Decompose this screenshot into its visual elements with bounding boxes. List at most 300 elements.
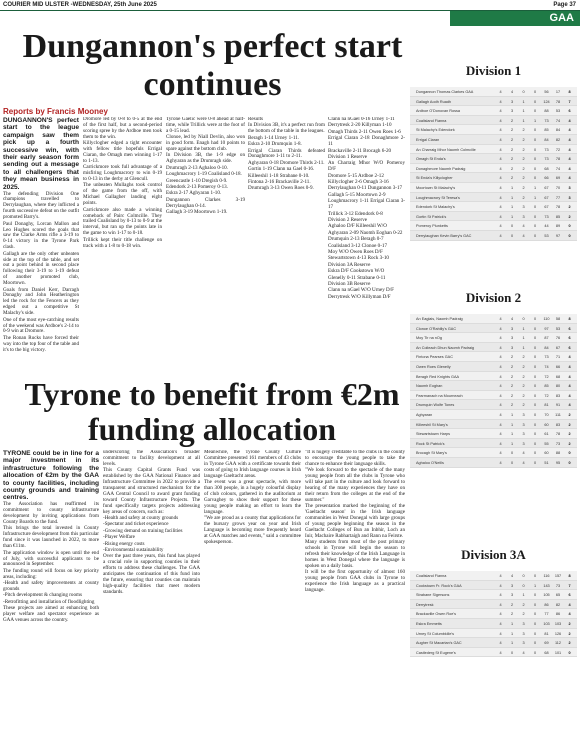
stat-cell: 73	[544, 118, 549, 123]
story-paragraph: Clann na nGael 0-16 Urney 1-11	[328, 117, 395, 122]
team-name: Gortin St Patrick's	[416, 214, 447, 219]
story-paragraph: Goals from Daniel Kerr, Darragh Donaghy and John Heatherington led the rock for the Fencers as they edged out a competitive St Malachy's side.	[3, 286, 79, 317]
stat-cell: 101	[554, 650, 562, 655]
stat-cell: 67	[544, 205, 549, 210]
story-paragraph: An Charraig Mhor W/O Pomeroy D/F	[328, 160, 405, 173]
stat-cell: 58	[555, 317, 561, 321]
stat-cell: 55	[544, 441, 549, 446]
points-cell: 3	[568, 195, 571, 200]
story-paragraph: Beragh 1-14 Urney 1-11.	[248, 134, 300, 141]
points-cell: 0	[568, 460, 571, 465]
stat-cell: 4	[499, 612, 502, 617]
stat-cell: 1	[522, 336, 525, 341]
stat-cell: 0	[533, 403, 537, 408]
story-paragraph: Aghyaran 2-09 Naomh Eoghan 0-22	[328, 229, 403, 236]
stat-cell: 53	[544, 233, 549, 238]
stat-cell: 0	[533, 460, 537, 465]
table-row	[410, 221, 577, 231]
stat-cell: 0	[533, 166, 537, 171]
points-cell: 0	[568, 233, 571, 238]
points-cell: 4	[568, 176, 571, 181]
table-header-strip	[410, 80, 577, 87]
story-paragraph: Dromore led by 0-8 to 0-5 at the end of the first half, but a second-period scoring spree by the Ardboe men took them to the win.	[83, 117, 162, 140]
story-paragraph: Derrylaughan 0-11 Dungannon 3-17	[328, 185, 403, 192]
stat-cell: 67	[555, 345, 561, 350]
table-row	[410, 333, 577, 343]
stat-cell: 17	[555, 90, 561, 94]
points-cell: 8	[568, 574, 571, 578]
table-row	[410, 212, 577, 222]
page-number: Page 37	[553, 2, 576, 8]
stat-cell: 69	[544, 641, 549, 646]
stat-cell: 1	[510, 641, 514, 646]
table-row	[410, 381, 577, 391]
stat-cell: 0	[533, 128, 537, 133]
story-paragraph: Trillick 3-12 Edendork 0-8	[328, 210, 383, 217]
stat-cell: 2	[522, 384, 525, 389]
story-paragraph: -Health and safety improvements at county grounds	[3, 580, 99, 593]
stat-cell: 67	[544, 195, 549, 200]
stat-cell: 110	[543, 317, 550, 321]
team-name: Moortown St Malachy's	[416, 185, 456, 190]
story-paragraph: Loughmacrory 1-11 Errigal Ciaran 3-17	[328, 198, 405, 211]
stat-cell: 60	[544, 422, 549, 427]
stat-cell: 3	[510, 336, 514, 341]
team-stats	[496, 403, 574, 407]
standings-grid	[410, 80, 577, 241]
story2-column-2	[103, 450, 200, 732]
story-paragraph: Over the past three years, this fund has played a crucial role in supporting counties in their efforts to address these challenges. The GAA anticipates the continuation of this fund into the future, ensuring that counties can maintain high-quality facilities that meet modern standards.	[103, 553, 200, 595]
story-paragraph: Eskra D/F Cookstown W/O	[328, 268, 385, 275]
team-stats	[496, 593, 574, 597]
team-name: Eskra Emmetts	[416, 621, 442, 626]
story1-column-2	[83, 117, 162, 368]
story-paragraph: Coalisland 3-12 Clonoe 0-17	[328, 242, 387, 249]
team-name: Derrylaughan Kevin Barry's GAC	[416, 233, 472, 238]
stat-cell: 0	[522, 90, 525, 94]
stat-cell: 0	[533, 612, 537, 617]
team-name: Owen Roes Glenelly	[416, 364, 451, 369]
stat-cell: 76	[555, 336, 561, 341]
team-name: Aghaloo O'Neills	[416, 460, 444, 465]
stat-cell: 65	[555, 593, 561, 598]
story-paragraph: Fintona 2-16 Brackaville 2-11.	[248, 179, 311, 186]
team-name: Aghyaran	[416, 412, 433, 417]
stat-cell: 143	[543, 583, 550, 588]
points-cell: 6	[568, 593, 571, 598]
stat-cell: 78	[555, 157, 561, 162]
stat-cell: 4	[499, 602, 502, 607]
stat-cell: 116	[543, 574, 550, 578]
story-paragraph: Brackaville 2-11 Brocagh 6-20	[328, 147, 392, 154]
stat-cell: 2	[510, 128, 514, 133]
story-paragraph: -Growing demand on training facilities	[103, 527, 183, 534]
story2-headline: Tyrone to benefit from €2m funding allocation	[24, 376, 400, 447]
stat-cell: 3	[510, 583, 514, 588]
table-header-strip	[410, 564, 577, 571]
story-paragraph: Many students from most of the post primary schools in Tyrone will begin the season to refresh their knowledge of the Irish Language in homes in West Donegal where the language is spoken on a daily basis.	[305, 539, 405, 569]
team-name: Cookstown Fr. Rock's GAA	[416, 583, 462, 588]
stat-cell: 0	[533, 374, 537, 379]
stat-cell: 0	[533, 326, 537, 331]
story-paragraph: Trillick kept their title challenge on track with a 1-8 to 0-18 win.	[83, 236, 162, 249]
story-paragraph: Derrytresk W/O Killyman D/F	[328, 293, 391, 300]
table-row	[410, 135, 577, 145]
stat-cell: 0	[522, 574, 525, 578]
stat-cell: 1	[510, 621, 514, 626]
team-stats	[496, 641, 574, 645]
story-paragraph: -Player Welfare	[103, 534, 135, 541]
stat-cell: 2	[510, 403, 514, 408]
section-banner	[450, 11, 580, 26]
team-stats	[496, 215, 574, 219]
stat-cell: 2	[522, 128, 525, 133]
stat-cell: 0	[533, 317, 537, 321]
team-name: Moy Tir na nOg	[416, 336, 442, 341]
story-paragraph: The Association has reaffirmed its commitment to county infrastructure development by inviting applications from County Boards to the fund.	[3, 501, 99, 526]
stat-cell: 2	[510, 176, 514, 181]
stat-cell: 97	[555, 233, 561, 238]
stat-cell: 3	[510, 326, 514, 331]
story-paragraph: It will be the first opportunity of almost 160 young people from GAA clubs in Tyrone to experience the Irish language as a practical language.	[305, 569, 405, 593]
stat-cell: 4	[522, 233, 525, 238]
story-paragraph: Errigal Ciaran 2-18 Donaghmore 2-11	[328, 135, 405, 148]
stat-cell: 85	[544, 384, 549, 389]
points-cell: 2	[568, 412, 571, 417]
stat-cell: 4	[499, 233, 502, 238]
stat-cell: 4	[499, 147, 502, 152]
table-row	[410, 458, 577, 468]
stat-cell: 86	[555, 612, 561, 617]
team-stats	[496, 109, 574, 113]
stat-cell: 4	[522, 460, 525, 465]
stat-cell: 4	[499, 205, 502, 210]
stat-cell: 2	[522, 393, 525, 398]
team-stats	[496, 451, 574, 455]
points-cell: 7	[568, 583, 571, 588]
points-cell: 0	[568, 650, 571, 655]
stat-cell: 70	[544, 412, 549, 417]
team-name: Dungannon Thomas Clarkes GAA	[416, 90, 474, 94]
team-stats	[496, 157, 574, 161]
stat-cell: 1	[510, 195, 514, 200]
story1-column-5	[328, 117, 405, 368]
stat-cell: 85	[544, 128, 549, 133]
team-name: Brackaville Owen Roe's	[416, 612, 456, 617]
table-row	[410, 609, 577, 619]
table-row	[410, 87, 577, 97]
points-cell: 6	[568, 326, 571, 331]
stat-cell: 4	[499, 214, 502, 219]
team-stats	[496, 336, 574, 340]
table-row	[410, 116, 577, 126]
team-stats	[496, 612, 574, 616]
story-paragraph: TYRONE could be in line for a major investment in its infrastructure following the allocation of €2m by the GAA to county facilities, including county grounds and training centres.	[3, 450, 99, 502]
stat-cell: 72	[544, 393, 549, 398]
story-paragraph: Killyclogher edged a tight encounter with fellow title hopefuls Errigal Ciaran, the Omagh men winning 1-17 to 1-13.	[83, 140, 162, 164]
team-stats	[496, 603, 574, 607]
table-header-strip	[410, 307, 577, 314]
stat-cell: 1	[533, 583, 537, 588]
stat-cell: 105	[543, 593, 550, 598]
table-row	[410, 231, 577, 241]
table-row	[410, 125, 577, 135]
story2-column-1	[3, 450, 99, 732]
table-row	[410, 173, 577, 183]
team-name: Coalisland Fianna	[416, 118, 447, 123]
stat-cell: 69	[555, 176, 561, 181]
story1-byline: Reports by Francis Mooney	[3, 107, 108, 116]
points-cell: 4	[568, 166, 571, 171]
stat-cell: 4	[499, 345, 502, 350]
stat-cell: 70	[555, 185, 561, 190]
stat-cell: 1	[522, 326, 525, 331]
table-row	[410, 600, 577, 610]
stat-cell: 1	[510, 412, 514, 417]
stat-cell: 4	[499, 118, 502, 123]
team-stats	[496, 461, 574, 465]
story-paragraph: Carrickmore took full advantage of a misfiring Loughmacrory to win 0-19 to 0-13 in the derby at Glencull.	[83, 164, 162, 183]
stat-cell: 71	[555, 355, 561, 360]
story-paragraph: Meanwhile, the Tyrone County Culture Committee presented 161 members of 43 clubs in Tyrone GAA with a certificate towards their costs of going to Irish language courses in Irish language Gaeltacht areas.	[204, 450, 301, 479]
team-name: Urney St Columbkille's	[416, 631, 455, 636]
story-paragraph: Dromore 5-15 Ardboe 2-12	[328, 172, 384, 179]
stat-cell: 103	[554, 621, 562, 626]
stat-cell: 72	[544, 374, 549, 379]
stat-cell: 3	[522, 422, 525, 427]
team-name: Drumquin Wolfe Tones	[416, 403, 455, 408]
stat-cell: 2	[510, 602, 514, 607]
story-paragraph: Division 1 Reserve	[328, 153, 368, 160]
points-cell: 4	[568, 374, 571, 379]
stat-cell: 2	[522, 147, 525, 152]
stat-cell: 1	[522, 109, 525, 114]
stat-cell: 3	[522, 412, 525, 417]
story-paragraph: Glenelly 0-11 Strabane 0-11	[328, 274, 386, 281]
table-row	[410, 638, 577, 648]
story-paragraph: Gallagh are the only other unbeaten side at the top of the table, and set out a point behind in second place following their 3-19 to 1-19 defeat of another promoted club, Moortown.	[3, 250, 79, 287]
stat-cell: 82	[555, 602, 561, 607]
stat-cell: 0	[522, 317, 525, 321]
team-stats	[496, 574, 574, 578]
stat-cell: 2	[510, 157, 514, 162]
stat-cell: 2	[522, 612, 525, 617]
story-paragraph: Paul Donaghy, Lorcan Mallon and Leo Hughes scored the goals that saw the Clarke Arms rifle a 3-19 to 0-14 victory in the Tyrone Park clash.	[3, 220, 79, 251]
masthead	[0, 0, 580, 10]
standings-grid	[410, 307, 577, 468]
table-row	[410, 571, 577, 581]
stat-cell: 4	[499, 99, 502, 104]
story-paragraph: The presentation marked the beginning of the 'Gaeltacht season' in the Irish language communities in West Donegal with large groups of young people beginning the season in the Gaeltacht Colleges of Bun an Inbhir, Loch an Iuir, Machaire Rabhartaigh and Rann na Feirste.	[305, 503, 405, 539]
stat-cell: 77	[555, 195, 561, 200]
stat-cell: 60	[544, 451, 549, 456]
stat-cell: 74	[555, 166, 561, 171]
story-paragraph: Eskra 2-10 Drumquin 1-8.	[248, 141, 302, 148]
story-paragraph: Killeeshil 1-18 Strabane 0-10.	[248, 172, 310, 179]
stat-cell: 2	[522, 185, 525, 190]
points-cell: 8	[568, 317, 571, 321]
stat-cell: 0	[533, 412, 537, 417]
team-stats	[496, 632, 574, 636]
points-cell: 4	[568, 147, 571, 152]
stat-cell: 74	[555, 118, 561, 123]
stat-cell: 4	[499, 336, 502, 341]
story-paragraph: Tyrone Gaelic were 0-8 ahead at half-time, while Trillick were at the foot of a 0-15 lead.	[166, 117, 245, 134]
team-stats	[496, 384, 574, 388]
stat-cell: 3	[510, 593, 514, 598]
story-paragraph: Division 2 Reserve	[328, 217, 368, 223]
points-cell: 4	[568, 157, 571, 162]
stat-cell: 2	[522, 176, 525, 181]
team-name: Omagh St Enda's	[416, 157, 446, 162]
stat-cell: 66	[544, 176, 549, 181]
story-paragraph: Moy W/O Owen Roes D/F	[328, 249, 383, 256]
stat-cell: 2	[510, 612, 514, 617]
stat-cell: 2	[522, 137, 525, 142]
stat-cell: 83	[555, 422, 561, 427]
stat-cell: 4	[499, 374, 502, 379]
story-paragraph: Drumragh 3-13 Owen Roes 0-9.	[248, 185, 314, 192]
stat-cell: 4	[522, 650, 525, 655]
story-paragraph: "It is hugely creditable to the clubs in the county to encourage the young people to take the chance to enhance their language skills.	[305, 450, 405, 467]
stat-cell: 4	[499, 441, 502, 446]
division-2-table	[410, 290, 577, 468]
story-paragraph: -Environmental sustainability	[103, 547, 164, 553]
points-cell: 4	[568, 355, 571, 360]
table-row	[410, 410, 577, 420]
team-stats	[496, 186, 574, 190]
points-cell: 0	[568, 224, 571, 229]
stat-cell: 4	[499, 384, 502, 389]
team-name: Donaghmore Naomh Padraig	[416, 166, 466, 171]
stat-cell: 1	[533, 185, 537, 190]
stat-cell: 4	[499, 109, 502, 114]
team-name: Edendork St Malachy's	[416, 205, 455, 210]
story-paragraph: "We look forward to the spectacle of the many young people from all the clubs in Tyrone who will take part in the culture and look forward to hearing of the many experiences they have on their return from the colleges at the end of the summer."	[305, 467, 405, 503]
stat-cell: 0	[533, 593, 537, 598]
story-paragraph: -Health and safety at county grounds	[103, 514, 179, 521]
table-row	[410, 648, 577, 658]
story-paragraph: Clonoe, led by Niall Devlin, also won in good form. Enagh had 10 points to spare against the bottom club.	[166, 134, 245, 153]
points-cell: 4	[568, 602, 571, 607]
stat-cell: 1	[510, 631, 514, 636]
stat-cell: 4	[499, 621, 502, 626]
stat-cell: 0	[510, 650, 514, 655]
stat-cell: 4	[499, 317, 502, 321]
table-title: Division 2	[465, 290, 522, 305]
story-paragraph: The event was a great spectacle, with more than 300 people, in a hugely colourful display of club colours, gathered in the auditorium at Garvaghey to show their support for these young people making an effort to learn the language.	[204, 479, 301, 515]
team-stats	[496, 432, 574, 436]
team-name: Castlederg St Eugene's	[416, 650, 456, 655]
stat-cell: 2	[510, 374, 514, 379]
stat-cell: 0	[533, 355, 537, 360]
stat-cell: 78	[555, 432, 561, 437]
stat-cell: 0	[533, 641, 537, 646]
table-title: Division 1	[465, 63, 522, 78]
story-paragraph: One of the most eye-catching results of the weekend was Ardboe's 2-14 to 0-9 win at Dromore.	[3, 316, 79, 335]
stat-cell: 4	[499, 166, 502, 171]
team-name: Loughmacrory St Teresa's	[416, 195, 460, 200]
stat-cell: 3	[522, 631, 525, 636]
stat-cell: 0	[533, 422, 537, 427]
stat-cell: 2	[510, 355, 514, 360]
team-stats	[496, 176, 574, 180]
stat-cell: 2	[522, 195, 525, 200]
stat-cell: 0	[510, 233, 514, 238]
points-cell: 7	[568, 99, 571, 104]
team-stats	[496, 442, 574, 446]
story-paragraph: DUNGANNON'S perfect start to the league campaign saw them pick up a fourth successive win, with their early season form sending out a message to all challengers that they mean business in 2025.	[3, 117, 79, 191]
stat-cell: 4	[499, 224, 502, 229]
points-cell: 4	[568, 137, 571, 142]
team-stats	[496, 365, 574, 369]
team-name: Clonoe O'Rahilly's GAC	[416, 326, 457, 331]
stat-cell: 0	[533, 393, 537, 398]
stat-cell: 4	[499, 451, 502, 456]
story-paragraph: Loughmacrory 1-19 Coalisland 0-18.	[166, 171, 242, 178]
stat-cell: 2	[510, 384, 514, 389]
table-row	[410, 362, 577, 372]
stat-cell: 1	[510, 214, 514, 219]
stat-cell: 44	[544, 224, 549, 229]
division-3a-table	[410, 547, 577, 657]
team-name: An Charraig Mhor Naomh Colmcille	[416, 147, 476, 152]
table-row	[410, 202, 577, 212]
division-1-table	[410, 63, 577, 241]
stat-cell: 0	[510, 224, 514, 229]
stat-cell: 4	[499, 364, 502, 369]
stat-cell: 73	[544, 147, 549, 152]
points-cell: 2	[568, 641, 571, 646]
stat-cell: 3	[510, 109, 514, 114]
points-cell: 4	[568, 128, 571, 133]
team-stats	[496, 128, 574, 132]
points-cell: 8	[568, 90, 571, 94]
points-cell: 2	[568, 432, 571, 437]
points-cell: 2	[568, 422, 571, 427]
stat-cell: 4	[499, 185, 502, 190]
team-stats	[496, 196, 574, 200]
stat-cell: 3	[522, 621, 525, 626]
table-title: Division 3A	[461, 547, 526, 562]
story-paragraph: Drumquin 2-13 Beragh 0-7	[328, 236, 384, 243]
story-paragraph: -Rising energy costs	[103, 540, 145, 547]
stat-cell: 73	[544, 157, 549, 162]
points-cell: 6	[568, 109, 571, 114]
team-stats	[496, 148, 574, 152]
story-paragraph: -Retrofitting and installation of floodlighting	[3, 598, 95, 605]
stat-cell: 3	[510, 99, 514, 104]
stat-cell: 0	[533, 602, 537, 607]
stat-cell: 4	[499, 195, 502, 200]
standings-grid	[410, 564, 577, 657]
story-paragraph: The Ronan Rucks have forced their way into the top four of the table and it's to the big victory.	[3, 334, 79, 353]
stat-cell: 2	[522, 355, 525, 360]
story-paragraph: Edendork 2-13 Pomeroy 0-13.	[166, 183, 228, 190]
stat-cell: 0	[522, 583, 525, 588]
stat-cell: 66	[555, 364, 561, 369]
stat-cell: 4	[499, 641, 502, 646]
section-label: GAA	[549, 12, 574, 24]
points-cell: 2	[568, 631, 571, 636]
team-stats	[496, 423, 574, 427]
stat-cell: 4	[499, 90, 502, 94]
stat-cell: 88	[544, 109, 549, 114]
stat-cell: 0	[533, 99, 537, 104]
story-paragraph: Killyclogher 2-6 Omagh 3-16	[328, 179, 389, 186]
stat-cell: 0	[533, 631, 537, 636]
table-row	[410, 581, 577, 591]
